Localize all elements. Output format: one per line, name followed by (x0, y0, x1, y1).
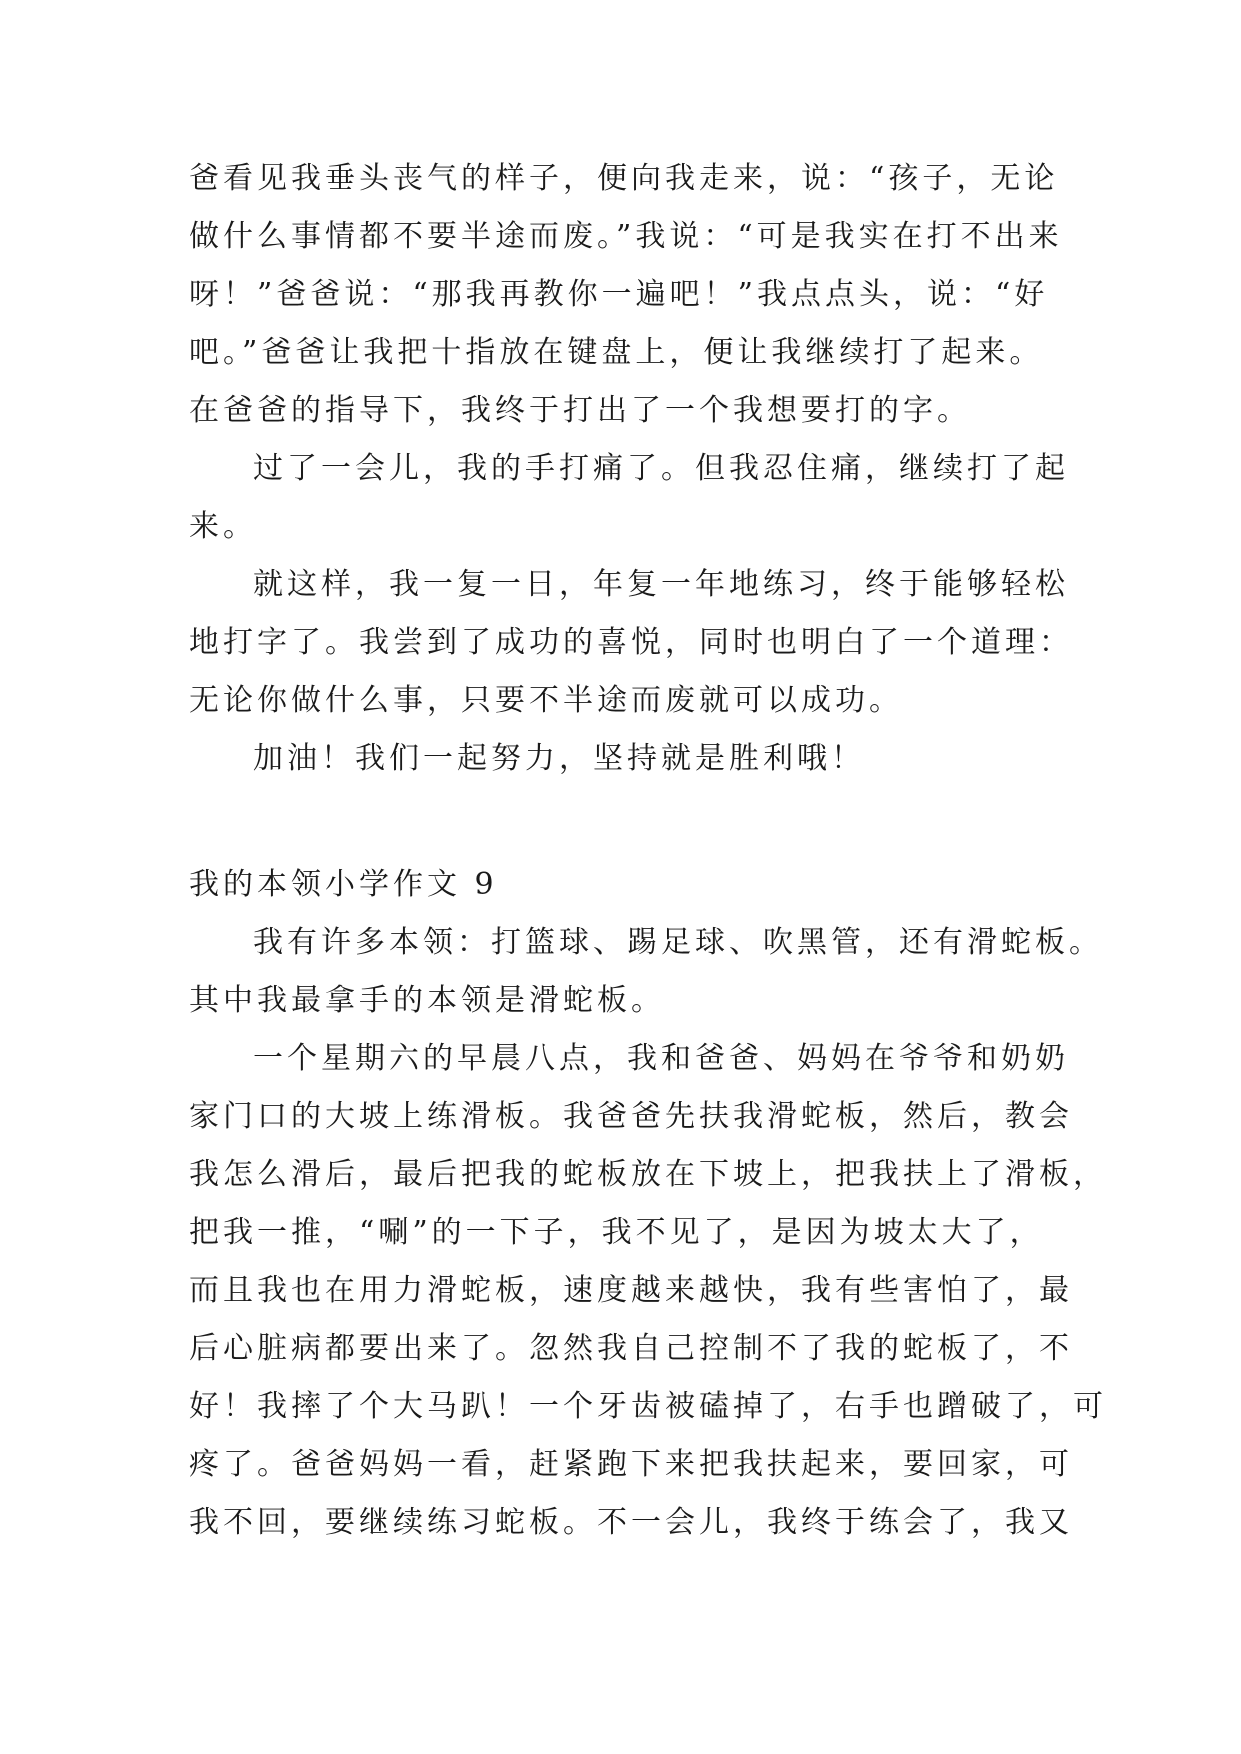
paragraph-line: 把我一推，“唰”的一下子，我不见了，是因为坡太大了， (189, 1215, 1044, 1250)
paragraph-line: 来。 (189, 509, 257, 544)
paragraph-line: 加油！我们一起努力，坚持就是胜利哦！ (253, 741, 865, 776)
paragraph-line: 做什么事情都不要半途而废。”我说：“可是我实在打不出来 (189, 219, 1063, 254)
paragraph-line: 地打字了。我尝到了成功的喜悦，同时也明白了一个道理： (189, 625, 1073, 660)
paragraph-line: 我不回，要继续练习蛇板。不一会儿，我终于练会了，我又 (189, 1505, 1073, 1540)
essay-continuation (189, 150, 1073, 788)
paragraph-line: 疼了。爸爸妈妈一看，赶紧跑下来把我扶起来，要回家，可 (189, 1447, 1073, 1482)
paragraph-line: 而且我也在用力滑蛇板，速度越来越快，我有些害怕了，最 (189, 1273, 1073, 1308)
paragraph-line: 家门口的大坡上练滑板。我爸爸先扶我滑蛇板，然后，教会 (189, 1099, 1073, 1134)
essay-body (189, 914, 1107, 1552)
paragraph-line: 吧。”爸爸让我把十指放在键盘上，便让我继续打了起来。 (189, 335, 1044, 370)
paragraph-line: 后心脏病都要出来了。忽然我自己控制不了我的蛇板了，不 (189, 1331, 1073, 1366)
paragraph-line: 呀！”爸爸说：“那我再教你一遍吧！”我点点头，说：“好 (189, 277, 1049, 312)
paragraph-line: 就这样，我一复一日，年复一年地练习，终于能够轻松 (253, 567, 1069, 602)
paragraph-line: 在爸爸的指导下，我终于打出了一个我想要打的字。 (189, 393, 971, 428)
essay-heading: 我的本领小学作文 9 (189, 867, 498, 902)
paragraph-line: 我有许多本领：打篮球、踢足球、吹黑管，还有滑蛇板。 (253, 925, 1103, 960)
paragraph-line: 其中我最拿手的本领是滑蛇板。 (189, 983, 665, 1018)
paragraph-line: 好！我摔了个大马趴！一个牙齿被磕掉了，右手也蹭破了，可 (189, 1389, 1107, 1424)
paragraph-line: 一个星期六的早晨八点，我和爸爸、妈妈在爷爷和奶奶 (253, 1041, 1069, 1076)
paragraph-line: 无论你做什么事，只要不半途而废就可以成功。 (189, 683, 903, 718)
paragraph-line: 过了一会儿，我的手打痛了。但我忍住痛，继续打了起 (253, 451, 1069, 486)
paragraph-line: 我怎么滑后，最后把我的蛇板放在下坡上，把我扶上了滑板， (189, 1157, 1107, 1192)
paragraph-line: 爸看见我垂头丧气的样子，便向我走来，说：“孩子，无论 (189, 161, 1059, 196)
